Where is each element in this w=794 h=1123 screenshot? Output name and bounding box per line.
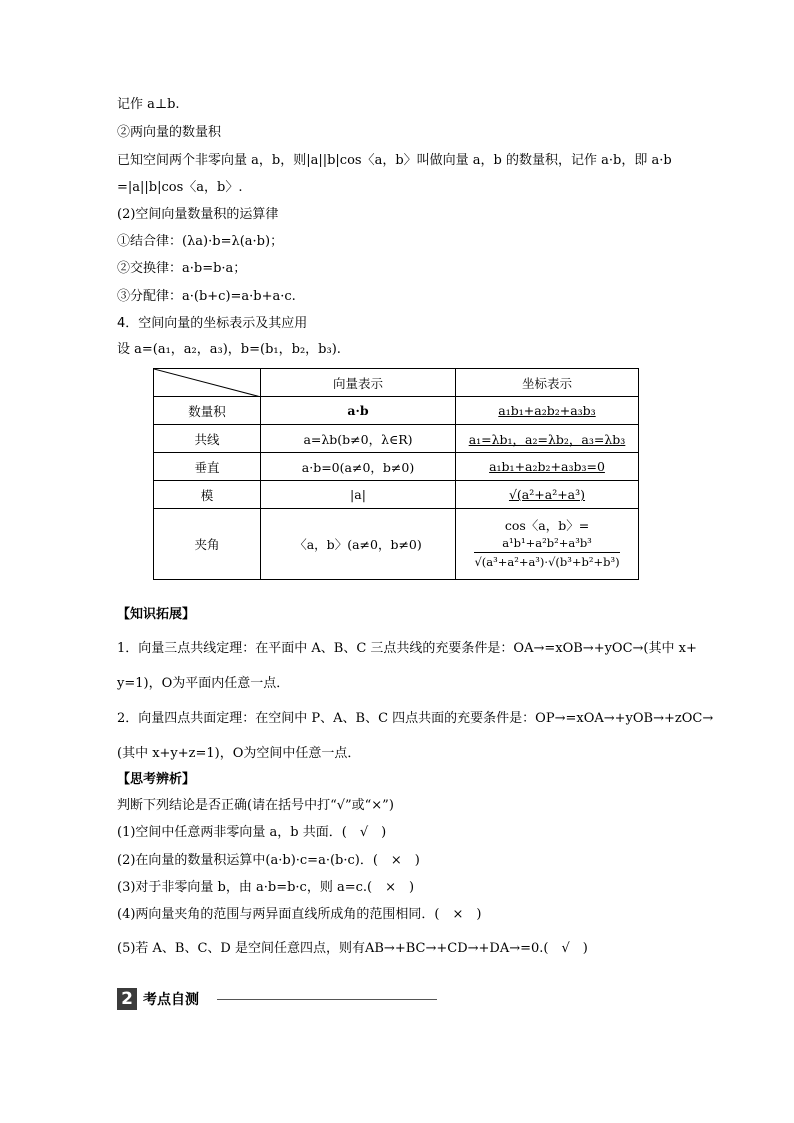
- table-row: [154, 453, 639, 481]
- text-line: 记作 a⊥b.: [117, 97, 180, 112]
- row-vector: 〈a，b〉(a≠0，b≠0): [261, 509, 456, 580]
- table-row: [154, 397, 639, 425]
- cos-fraction: [474, 535, 619, 571]
- think-item: (5)若 A、B、C、D 是空间任意四点，则有AB→+BC→+CD→+DA→=0.( √ ): [117, 941, 588, 956]
- vector-table: [153, 368, 639, 580]
- think-item: (1)空间中任意两非零向量 a，b 共面．( √ ): [117, 825, 387, 840]
- row-coordinate: √(a²+a²+a³): [456, 481, 639, 509]
- section-title: 考点自测: [143, 992, 199, 1008]
- think-item: (3)对于非零向量 b，由 a·b=b·c，则 a=c.( × ): [117, 880, 415, 895]
- row-vector: |a|: [261, 481, 456, 509]
- subsection-heading: 4．空间向量的坐标表示及其应用: [117, 316, 308, 331]
- fraction-denominator: √(a³+a²+a³)·√(b³+b²+b³): [474, 552, 619, 571]
- text-line: ②两向量的数量积: [117, 125, 222, 140]
- row-coordinate: a₁=λb₁，a₂=λb₂，a₃=λb₃: [456, 425, 639, 453]
- diagonal-line: [154, 369, 261, 397]
- text-line: ②交换律：a·b=b·a；: [117, 261, 247, 276]
- row-name: 模: [154, 481, 261, 509]
- row-name: 数量积: [154, 397, 261, 425]
- row-coordinate-angle: [456, 509, 639, 580]
- text-line: 1．向量三点共线定理：在平面中 A、B、C 三点共线的充要条件是：OA→=xOB→+yOC→(其中 x+: [117, 641, 697, 656]
- row-name: 夹角: [154, 509, 261, 580]
- fraction-numerator: a¹b¹+a²b²+a³b³: [502, 536, 592, 550]
- think-heading: 【思考辨析】: [117, 772, 196, 787]
- row-name: 共线: [154, 425, 261, 453]
- row-vector: a·b: [261, 397, 456, 425]
- table-header-row: [154, 369, 639, 397]
- section-divider: [217, 999, 437, 1000]
- row-coordinate: a₁b₁+a₂b₂+a₃b₃=0: [456, 453, 639, 481]
- text-line: ①结合律：(λa)·b=λ(a·b)；: [117, 234, 284, 249]
- table-header: 坐标表示: [456, 369, 639, 397]
- text-line: 设 a=(a₁，a₂，a₃)，b=(b₁，b₂，b₃).: [117, 342, 341, 357]
- text-line: (其中 x+y+z=1)，O为空间中任意一点．: [117, 746, 361, 761]
- table-row: [154, 481, 639, 509]
- section-header: [117, 988, 437, 1012]
- row-coordinate: a₁b₁+a₂b₂+a₃b₃: [456, 397, 639, 425]
- table-header: 向量表示: [261, 369, 456, 397]
- think-item: (2)在向量的数量积运算中(a·b)·c=a·(b·c)．( × ): [117, 853, 420, 868]
- text-line: 已知空间两个非零向量 a，b，则|a||b|cos〈a，b〉叫做向量 a，b 的数量积，记作 a·b，即 a·b: [117, 153, 672, 168]
- text-line: 2．向量四点共面定理：在空间中 P、A、B、C 四点共面的充要条件是：OP→=xOA→+yOB→+zOC→: [117, 711, 714, 726]
- text-line: y=1)，O为平面内任意一点．: [117, 676, 290, 691]
- row-name: 垂直: [154, 453, 261, 481]
- text-line: =|a||b|cos〈a，b〉.: [117, 180, 243, 195]
- row-vector: a·b=0(a≠0，b≠0): [261, 453, 456, 481]
- table-corner-cell: [154, 369, 261, 397]
- table-row: [154, 509, 639, 580]
- row-vector: a=λb(b≠0，λ∈R): [261, 425, 456, 453]
- think-intro: 判断下列结论是否正确(请在括号中打“√”或“×”): [117, 798, 394, 813]
- text-line: (2)空间向量数量积的运算律: [117, 207, 279, 222]
- cos-label: cos〈a，b〉=: [504, 518, 590, 533]
- section-number-badge: 2: [117, 988, 137, 1010]
- table-row: [154, 425, 639, 453]
- text-line: ③分配律：a·(b+c)=a·b+a·c.: [117, 289, 296, 304]
- expand-heading: 【知识拓展】: [117, 607, 196, 622]
- think-item: (4)两向量夹角的范围与两异面直线所成角的范围相同．( × ): [117, 907, 482, 922]
